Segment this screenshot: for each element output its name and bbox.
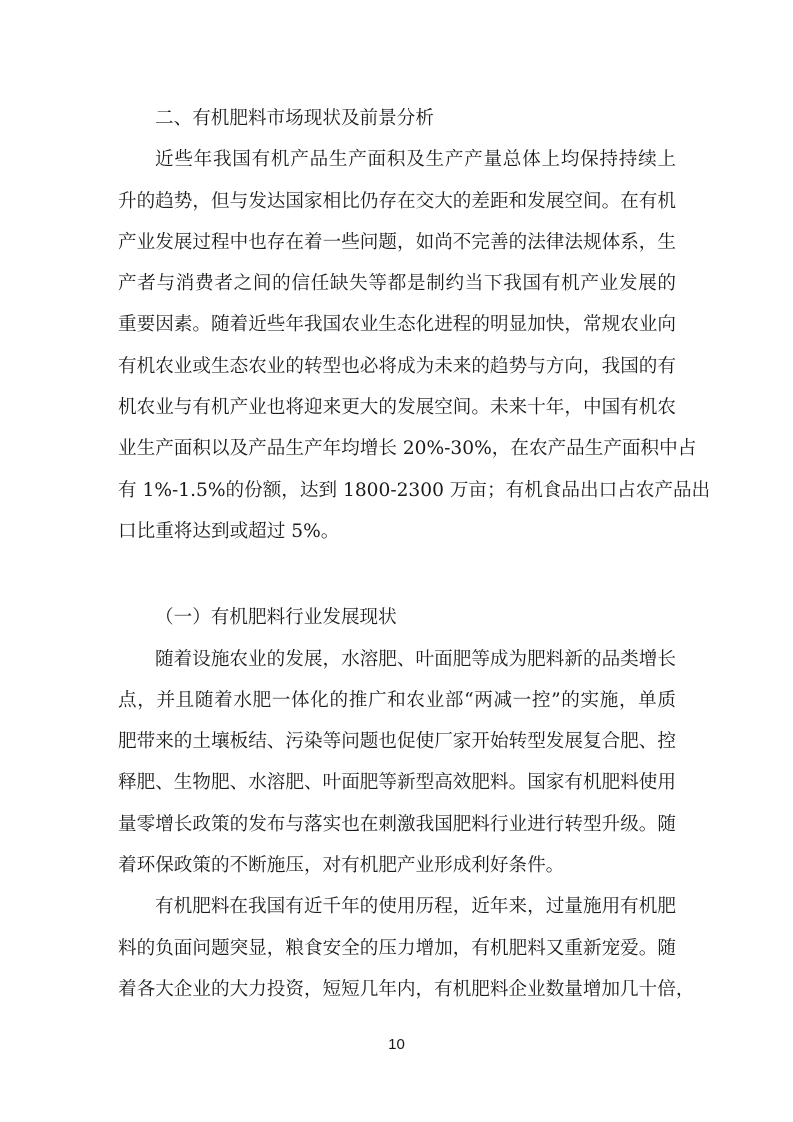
paragraph-line: 释肥、生物肥、水溶肥、叶面肥等新型高效肥料。国家有机肥料使用	[118, 772, 676, 794]
paragraph-line: 重要因素。随着近些年我国农业生态化进程的明显加快，常规农业向	[118, 314, 676, 336]
section-heading: 二、有机肥料市场现状及前景分析	[155, 108, 434, 129]
paragraph-usage-history	[118, 886, 695, 1010]
section-spacer	[118, 552, 676, 597]
subsection-heading: （一）有机肥料行业发展现状	[155, 607, 397, 629]
page-content	[118, 98, 711, 1010]
paragraph-line: 着各大企业的大力投资，短短几年内，有机肥料企业数量增加几十倍，	[118, 978, 695, 1000]
paragraph-line: 近些年我国有机产品生产面积及生产产量总体上均保持持续上	[155, 149, 676, 171]
paragraph-line: 着环保政策的不断施压，对有机肥产业形成利好条件。	[118, 855, 565, 877]
paragraph-line: 有机农业或生态农业的转型也必将成为未来的趋势与方向，我国的有	[118, 355, 676, 377]
paragraph-line: 口比重将达到或超过 5%。	[118, 520, 340, 542]
paragraph-line: 随着设施农业的发展，水溶肥、叶面肥等成为肥料新的品类增长	[155, 648, 676, 670]
paragraph-line: 有机肥料在我国有近千年的使用历程，近年来，过量施用有机肥	[155, 896, 676, 918]
paragraph-line: 料的负面问题突显，粮食安全的压力增加，有机肥料又重新宠爱。随	[118, 937, 676, 959]
paragraph-line: 产者与消费者之间的信任缺失等都是制约当下我国有机产业发展的	[118, 273, 676, 295]
paragraph-line: 机农业与有机产业也将迎来更大的发展空间。未来十年，中国有机农	[118, 397, 676, 419]
paragraph-market-outlook	[118, 139, 711, 552]
page-number: 10	[388, 1036, 405, 1053]
paragraph-line: 量零增长政策的发布与落实也在刺激我国肥料行业进行转型升级。随	[118, 813, 676, 835]
paragraph-line: 产业发展过程中也存在着一些问题，如尚不完善的法律法规体系，生	[118, 231, 676, 253]
paragraph-line: 业生产面积以及产品生产年均增长 20%-30%，在农产品生产面积中占	[118, 438, 697, 460]
paragraph-line: 点，并且随着水肥一体化的推广和农业部“两减一控”的实施，单质	[118, 689, 676, 711]
paragraph-line: 有 1%-1.5%的份额，达到 1800-2300 万亩；有机食品出口占农产品出	[118, 479, 711, 501]
paragraph-industry-status	[118, 639, 676, 887]
paragraph-line: 肥带来的土壤板结、污染等问题也促使厂家开始转型发展复合肥、控	[118, 731, 676, 753]
paragraph-line: 升的趋势，但与发达国家相比仍存在交大的差距和发展空间。在有机	[118, 190, 676, 212]
